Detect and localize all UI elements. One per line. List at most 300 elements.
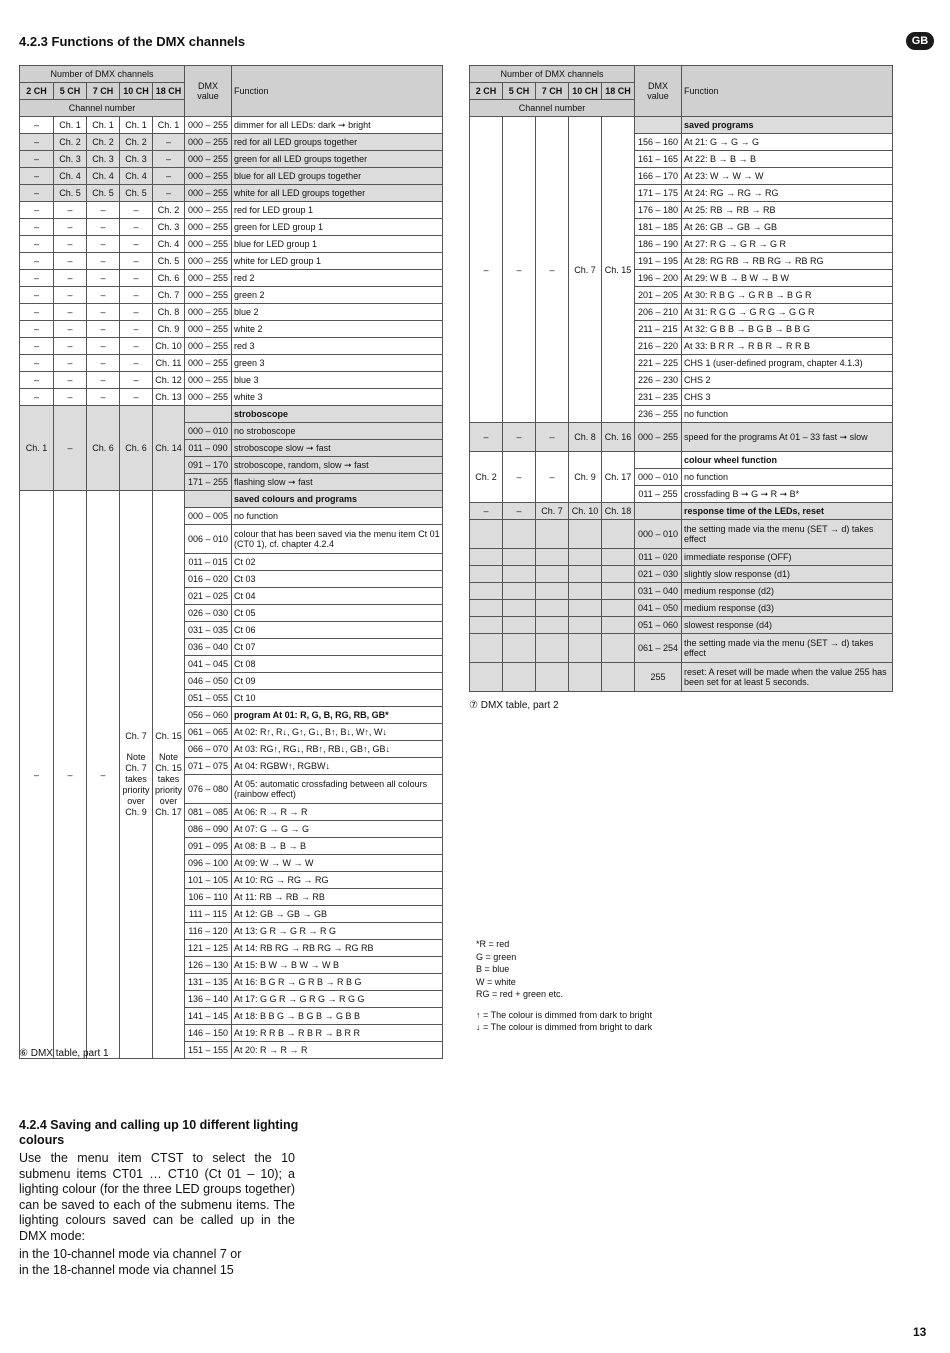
channel-cell: – bbox=[54, 219, 87, 236]
function-cell: At 16: B G R → G R B → R B G bbox=[232, 974, 443, 991]
table-row bbox=[470, 503, 893, 520]
dmx-value-cell: 000 – 255 bbox=[635, 423, 682, 452]
empty-cell bbox=[602, 634, 635, 663]
dmx-value-cell: 000 – 010 bbox=[185, 423, 232, 440]
channel-cell: Ch. 5 bbox=[87, 185, 120, 202]
channel-cell: – bbox=[120, 355, 153, 372]
function-cell: no function bbox=[682, 406, 893, 423]
legend-line: *R = red bbox=[476, 939, 510, 949]
function-cell: At 26: GB → GB → GB bbox=[682, 219, 893, 236]
dmx-value-cell: 141 – 145 bbox=[185, 1008, 232, 1025]
dmx-value-cell: 171 – 255 bbox=[185, 474, 232, 491]
table-row bbox=[20, 185, 443, 202]
channel-cell: – bbox=[20, 117, 54, 134]
dmx-value-cell: 000 – 255 bbox=[185, 287, 232, 304]
function-cell: blue for LED group 1 bbox=[232, 236, 443, 253]
channel-cell: – bbox=[87, 372, 120, 389]
function-cell: program At 01: R, G, B, RG, RB, GB* bbox=[232, 707, 443, 724]
channel-cell: Ch. 10 bbox=[153, 338, 185, 355]
table-row bbox=[20, 270, 443, 287]
channel-cell: Ch. 16 bbox=[602, 423, 635, 452]
block-title: colour wheel function bbox=[682, 452, 893, 469]
dmx-value-cell: 071 – 075 bbox=[185, 758, 232, 775]
section-title: 4.2.3 Functions of the DMX channels bbox=[19, 34, 246, 49]
dmx-table-part-2 bbox=[469, 65, 893, 692]
dmx-value-cell: 000 – 255 bbox=[185, 338, 232, 355]
dmx-value-cell: 006 – 010 bbox=[185, 525, 232, 554]
function-cell: At 31: R G G → G R G → G G R bbox=[682, 304, 893, 321]
channel-label: Ch. 15 bbox=[155, 731, 182, 741]
table-row bbox=[20, 304, 443, 321]
channel-cell: Ch. 12 bbox=[153, 372, 185, 389]
header-channel-mode: 5 CH bbox=[54, 83, 87, 100]
function-cell: blue 2 bbox=[232, 304, 443, 321]
dmx-value-cell: 000 – 010 bbox=[635, 469, 682, 486]
channel-cell: – bbox=[54, 270, 87, 287]
empty-cell bbox=[569, 600, 602, 617]
block-title: response time of the LEDs, reset bbox=[682, 503, 893, 520]
function-cell: Ct 06 bbox=[232, 622, 443, 639]
channel-cell: Ch. 10 bbox=[569, 503, 602, 520]
function-cell: CHS 3 bbox=[682, 389, 893, 406]
channel-cell: Ch. 18 bbox=[602, 503, 635, 520]
dmx-value-cell: 000 – 255 bbox=[185, 202, 232, 219]
function-cell: blue for all LED groups together bbox=[232, 168, 443, 185]
table-cell bbox=[635, 503, 682, 520]
table-row bbox=[20, 134, 443, 151]
dmx-value-cell: 000 – 255 bbox=[185, 389, 232, 406]
channel-cell: – bbox=[153, 185, 185, 202]
channel-cell: – bbox=[20, 151, 54, 168]
function-cell: Ct 05 bbox=[232, 605, 443, 622]
table-row bbox=[470, 520, 893, 549]
dmx-value-cell: 041 – 045 bbox=[185, 656, 232, 673]
channel-cell: – bbox=[470, 423, 503, 452]
function-cell: At 04: RGBW↑, RGBW↓ bbox=[232, 758, 443, 775]
table-cell bbox=[635, 452, 682, 469]
dmx-value-cell: 156 – 160 bbox=[635, 134, 682, 151]
channel-cell: Ch. 4 bbox=[87, 168, 120, 185]
channel-cell: – bbox=[87, 202, 120, 219]
dmx-value-cell: 116 – 120 bbox=[185, 923, 232, 940]
function-cell: At 12: GB → GB → GB bbox=[232, 906, 443, 923]
priority-note: Note Ch. 15 takes priority over Ch. 17 bbox=[155, 752, 183, 817]
function-cell: At 08: B → B → B bbox=[232, 838, 443, 855]
function-cell: At 23: W → W → W bbox=[682, 168, 893, 185]
channel-cell: – bbox=[120, 202, 153, 219]
dmx-value-cell: 191 – 195 bbox=[635, 253, 682, 270]
dmx-value-cell: 101 – 105 bbox=[185, 872, 232, 889]
section-4-2-4-title: 4.2.4 Saving and calling up 10 different lighting colours bbox=[19, 1118, 299, 1147]
empty-cell bbox=[602, 583, 635, 600]
channel-cell: Ch. 3 bbox=[54, 151, 87, 168]
function-cell: At 28: RG RB → RB RG → RB RG bbox=[682, 253, 893, 270]
function-cell: stroboscope slow ➞ fast bbox=[232, 440, 443, 457]
function-cell: At 02: R↑, R↓, G↑, G↓, B↑, B↓, W↑, W↓ bbox=[232, 724, 443, 741]
channel-cell: – bbox=[20, 304, 54, 321]
header-dmx-value: DMX value bbox=[635, 66, 682, 117]
channel-cell: Ch. 4 bbox=[120, 168, 153, 185]
channel-cell: Ch. 3 bbox=[120, 151, 153, 168]
empty-cell bbox=[536, 634, 569, 663]
function-cell: At 24: RG → RG → RG bbox=[682, 185, 893, 202]
table-row bbox=[470, 549, 893, 566]
dmx-value-cell: 096 – 100 bbox=[185, 855, 232, 872]
empty-cell bbox=[470, 520, 503, 549]
dmx-value-cell: 255 bbox=[635, 663, 682, 692]
empty-cell bbox=[602, 617, 635, 634]
empty-cell bbox=[569, 520, 602, 549]
channel-cell: – bbox=[20, 389, 54, 406]
empty-cell bbox=[503, 566, 536, 583]
function-cell: CHS 1 (user-defined program, chapter 4.1.3) bbox=[682, 355, 893, 372]
function-cell: red for LED group 1 bbox=[232, 202, 443, 219]
channel-cell: – bbox=[503, 503, 536, 520]
header-channel-mode: 7 CH bbox=[87, 83, 120, 100]
function-cell: no function bbox=[682, 469, 893, 486]
channel-cell: – bbox=[54, 202, 87, 219]
channel-cell: Ch. 2 bbox=[120, 134, 153, 151]
empty-cell bbox=[536, 549, 569, 566]
dmx-value-cell: 000 – 255 bbox=[185, 270, 232, 287]
table-row bbox=[470, 566, 893, 583]
function-cell: At 33: B R R → R B R → R R B bbox=[682, 338, 893, 355]
channel-cell: Ch. 5 bbox=[54, 185, 87, 202]
channel-cell: – bbox=[120, 304, 153, 321]
table-row bbox=[470, 452, 893, 469]
channel-cell: – bbox=[20, 491, 54, 1059]
channel-cell: – bbox=[120, 389, 153, 406]
channel-cell: – bbox=[20, 372, 54, 389]
channel-cell: – bbox=[20, 287, 54, 304]
function-cell: blue 3 bbox=[232, 372, 443, 389]
function-cell: red for all LED groups together bbox=[232, 134, 443, 151]
empty-cell bbox=[602, 566, 635, 583]
channel-cell: Ch. 2 bbox=[470, 452, 503, 503]
function-cell: the setting made via the menu (SET → d) takes effect bbox=[682, 520, 893, 549]
header-dmx-value: DMX value bbox=[185, 66, 232, 117]
function-cell: At 14: RB RG → RB RG → RG RB bbox=[232, 940, 443, 957]
dmx-value-cell: 081 – 085 bbox=[185, 804, 232, 821]
dmx-value-cell: 000 – 010 bbox=[635, 520, 682, 549]
channel-cell: – bbox=[503, 423, 536, 452]
header-channel-mode: 2 CH bbox=[20, 83, 54, 100]
channel-cell: – bbox=[87, 236, 120, 253]
table-row bbox=[20, 151, 443, 168]
function-cell: slowest response (d4) bbox=[682, 617, 893, 634]
channel-cell: Ch. 5 bbox=[120, 185, 153, 202]
empty-cell bbox=[470, 617, 503, 634]
header-channel-mode: 18 CH bbox=[602, 83, 635, 100]
function-cell: white 3 bbox=[232, 389, 443, 406]
dmx-value-cell: 046 – 050 bbox=[185, 673, 232, 690]
function-cell: colour that has been saved via the menu item Ct 01 (CT0 1), cf. chapter 4.2.4 bbox=[232, 525, 443, 554]
dmx-value-cell: 121 – 125 bbox=[185, 940, 232, 957]
function-cell: At 10: RG → RG → RG bbox=[232, 872, 443, 889]
colour-legend bbox=[476, 938, 652, 1034]
dmx-value-cell: 231 – 235 bbox=[635, 389, 682, 406]
channel-cell: – bbox=[120, 253, 153, 270]
function-cell: At 21: G → G → G bbox=[682, 134, 893, 151]
header-channel-mode: 2 CH bbox=[470, 83, 503, 100]
dmx-value-cell: 000 – 255 bbox=[185, 185, 232, 202]
dmx-value-cell: 036 – 040 bbox=[185, 639, 232, 656]
channel-cell: – bbox=[54, 304, 87, 321]
dmx-value-cell: 026 – 030 bbox=[185, 605, 232, 622]
language-badge: GB bbox=[906, 32, 934, 50]
empty-cell bbox=[569, 583, 602, 600]
dmx-value-cell: 106 – 110 bbox=[185, 889, 232, 906]
channel-cell: – bbox=[153, 134, 185, 151]
table-row bbox=[470, 634, 893, 663]
channel-cell: Ch. 3 bbox=[153, 219, 185, 236]
dmx-value-cell: 146 – 150 bbox=[185, 1025, 232, 1042]
channel-cell: Ch. 1 bbox=[20, 406, 54, 491]
dmx-value-cell: 136 – 140 bbox=[185, 991, 232, 1008]
channel-cell: Ch. 1 bbox=[54, 117, 87, 134]
empty-cell bbox=[536, 583, 569, 600]
header-number-of-channels: Number of DMX channels bbox=[20, 66, 185, 83]
function-cell: Ct 02 bbox=[232, 554, 443, 571]
function-cell: medium response (d2) bbox=[682, 583, 893, 600]
channel-cell: Ch. 9 bbox=[569, 452, 602, 503]
function-cell: At 03: RG↑, RG↓, RB↑, RB↓, GB↑, GB↓ bbox=[232, 741, 443, 758]
empty-cell bbox=[602, 549, 635, 566]
function-cell: dimmer for all LEDs: dark ➞ bright bbox=[232, 117, 443, 134]
channel-cell: – bbox=[20, 185, 54, 202]
channel-cell: – bbox=[54, 389, 87, 406]
empty-cell bbox=[503, 520, 536, 549]
channel-cell: – bbox=[87, 491, 120, 1059]
function-cell: Ct 08 bbox=[232, 656, 443, 673]
dmx-value-cell: 131 – 135 bbox=[185, 974, 232, 991]
dmx-value-cell: 111 – 115 bbox=[185, 906, 232, 923]
function-cell: immediate response (OFF) bbox=[682, 549, 893, 566]
dmx-value-cell: 000 – 005 bbox=[185, 508, 232, 525]
channel-cell: – bbox=[20, 168, 54, 185]
function-cell: At 18: B B G → B G B → G B B bbox=[232, 1008, 443, 1025]
channel-cell: – bbox=[120, 219, 153, 236]
function-cell: At 22: B → B → B bbox=[682, 151, 893, 168]
channel-cell: Ch. 6 bbox=[120, 406, 153, 491]
channel-cell: – bbox=[87, 219, 120, 236]
block-title: saved programs bbox=[682, 117, 893, 134]
channel-cell: – bbox=[20, 338, 54, 355]
table-cell bbox=[185, 491, 232, 508]
channel-cell: Ch. 5 bbox=[153, 253, 185, 270]
channel-note-cell bbox=[120, 491, 153, 1059]
channel-cell: – bbox=[120, 321, 153, 338]
dmx-value-cell: 016 – 020 bbox=[185, 571, 232, 588]
channel-cell: – bbox=[120, 270, 153, 287]
function-cell: reset: A reset will be made when the value 255 has been set for at least 5 seconds. bbox=[682, 663, 893, 692]
dmx-value-cell: 151 – 155 bbox=[185, 1042, 232, 1059]
function-cell: At 09: W → W → W bbox=[232, 855, 443, 872]
empty-cell bbox=[470, 663, 503, 692]
channel-cell: – bbox=[87, 253, 120, 270]
channel-cell: Ch. 6 bbox=[87, 406, 120, 491]
legend-line: RG = red + green etc. bbox=[476, 989, 564, 999]
channel-label: Ch. 7 bbox=[125, 731, 147, 741]
channel-cell: – bbox=[20, 321, 54, 338]
empty-cell bbox=[536, 663, 569, 692]
function-cell: At 05: automatic crossfading between all colours (rainbow effect) bbox=[232, 775, 443, 804]
function-cell: medium response (d3) bbox=[682, 600, 893, 617]
table-row bbox=[20, 117, 443, 134]
dmx-value-cell: 166 – 170 bbox=[635, 168, 682, 185]
dmx-value-cell: 041 – 050 bbox=[635, 600, 682, 617]
table-row bbox=[20, 219, 443, 236]
empty-cell bbox=[503, 634, 536, 663]
channel-cell: Ch. 7 bbox=[569, 117, 602, 423]
channel-cell: – bbox=[54, 321, 87, 338]
dmx-value-cell: 091 – 095 bbox=[185, 838, 232, 855]
function-cell: green for LED group 1 bbox=[232, 219, 443, 236]
channel-cell: Ch. 1 bbox=[153, 117, 185, 134]
dmx-value-cell: 066 – 070 bbox=[185, 741, 232, 758]
function-cell: At 27: R G → G R → G R bbox=[682, 236, 893, 253]
table-row bbox=[470, 617, 893, 634]
table-row bbox=[20, 236, 443, 253]
function-cell: white for LED group 1 bbox=[232, 253, 443, 270]
section-line: in the 10-channel mode via channel 7 or bbox=[19, 1247, 242, 1261]
channel-cell: Ch. 8 bbox=[153, 304, 185, 321]
channel-cell: Ch. 7 bbox=[153, 287, 185, 304]
channel-cell: – bbox=[120, 372, 153, 389]
table-row bbox=[20, 355, 443, 372]
channel-cell: – bbox=[54, 372, 87, 389]
dmx-value-cell: 216 – 220 bbox=[635, 338, 682, 355]
table-cell bbox=[635, 117, 682, 134]
dmx-value-cell: 051 – 060 bbox=[635, 617, 682, 634]
function-cell: At 20: R → R → R bbox=[232, 1042, 443, 1059]
table-2-caption: ⑦ DMX table, part 2 bbox=[469, 700, 559, 711]
channel-cell: Ch. 6 bbox=[153, 270, 185, 287]
header-function: Function bbox=[232, 66, 443, 117]
function-cell: At 29: W B → B W → B W bbox=[682, 270, 893, 287]
dmx-value-cell: 000 – 255 bbox=[185, 151, 232, 168]
channel-cell: – bbox=[536, 452, 569, 503]
channel-cell: Ch. 7 bbox=[536, 503, 569, 520]
function-cell: crossfading B ➞ G ➞ R ➞ B* bbox=[682, 486, 893, 503]
function-cell: green 2 bbox=[232, 287, 443, 304]
table-row bbox=[470, 663, 893, 692]
function-cell: At 13: G R → G R → R G bbox=[232, 923, 443, 940]
channel-cell: Ch. 17 bbox=[602, 452, 635, 503]
dmx-value-cell: 021 – 030 bbox=[635, 566, 682, 583]
function-cell: At 06: R → R → R bbox=[232, 804, 443, 821]
empty-cell bbox=[503, 583, 536, 600]
function-cell: flashing slow ➞ fast bbox=[232, 474, 443, 491]
dmx-value-cell: 000 – 255 bbox=[185, 134, 232, 151]
legend-line: ↑ = The colour is dimmed from dark to bright bbox=[476, 1009, 653, 1020]
dmx-value-cell: 206 – 210 bbox=[635, 304, 682, 321]
header-channel-mode: 7 CH bbox=[536, 83, 569, 100]
function-cell: At 07: G → G → G bbox=[232, 821, 443, 838]
empty-cell bbox=[569, 663, 602, 692]
function-cell: speed for the programs At 01 – 33 fast ➞ slow bbox=[682, 423, 893, 452]
function-cell: no stroboscope bbox=[232, 423, 443, 440]
header-channel-number: Channel number bbox=[20, 100, 185, 117]
channel-cell: – bbox=[54, 406, 87, 491]
dmx-value-cell: 171 – 175 bbox=[635, 185, 682, 202]
channel-cell: – bbox=[54, 338, 87, 355]
dmx-value-cell: 000 – 255 bbox=[185, 168, 232, 185]
table-row bbox=[20, 321, 443, 338]
function-cell: white 2 bbox=[232, 321, 443, 338]
channel-cell: – bbox=[153, 168, 185, 185]
empty-cell bbox=[602, 600, 635, 617]
header-row bbox=[20, 66, 443, 83]
table-row bbox=[20, 253, 443, 270]
empty-cell bbox=[470, 549, 503, 566]
function-cell: At 15: B W → B W → W B bbox=[232, 957, 443, 974]
dmx-value-cell: 061 – 254 bbox=[635, 634, 682, 663]
channel-cell: – bbox=[87, 321, 120, 338]
dmx-value-cell: 196 – 200 bbox=[635, 270, 682, 287]
function-cell: stroboscope, random, slow ➞ fast bbox=[232, 457, 443, 474]
block-title: saved colours and programs bbox=[232, 491, 443, 508]
channel-cell: Ch. 1 bbox=[120, 117, 153, 134]
dmx-value-cell: 236 – 255 bbox=[635, 406, 682, 423]
block-title: stroboscope bbox=[232, 406, 443, 423]
channel-cell: – bbox=[20, 236, 54, 253]
empty-cell bbox=[536, 600, 569, 617]
dmx-value-cell: 000 – 255 bbox=[185, 304, 232, 321]
empty-cell bbox=[470, 600, 503, 617]
dmx-value-cell: 000 – 255 bbox=[185, 321, 232, 338]
dmx-value-cell: 161 – 165 bbox=[635, 151, 682, 168]
channel-cell: Ch. 1 bbox=[87, 117, 120, 134]
channel-cell: – bbox=[87, 304, 120, 321]
channel-cell: – bbox=[87, 389, 120, 406]
channel-cell: – bbox=[503, 452, 536, 503]
dmx-value-cell: 126 – 130 bbox=[185, 957, 232, 974]
channel-cell: Ch. 3 bbox=[87, 151, 120, 168]
table-row bbox=[20, 338, 443, 355]
channel-cell: Ch. 15 bbox=[602, 117, 635, 423]
channel-cell: Ch. 11 bbox=[153, 355, 185, 372]
channel-cell: – bbox=[20, 134, 54, 151]
channel-cell: – bbox=[20, 253, 54, 270]
function-cell: At 30: R B G → G R B → B G R bbox=[682, 287, 893, 304]
channel-note-cell bbox=[153, 491, 185, 1059]
channel-cell: – bbox=[87, 338, 120, 355]
function-cell: At 19: R R B → R B R → B R R bbox=[232, 1025, 443, 1042]
channel-cell: – bbox=[120, 338, 153, 355]
channel-cell: – bbox=[503, 117, 536, 423]
empty-cell bbox=[569, 566, 602, 583]
table-row bbox=[20, 202, 443, 219]
channel-cell: – bbox=[87, 287, 120, 304]
header-channel-mode: 10 CH bbox=[120, 83, 153, 100]
dmx-value-cell: 031 – 035 bbox=[185, 622, 232, 639]
channel-cell: – bbox=[536, 117, 569, 423]
section-body-text: Use the menu item CTST to select the 10 submenu items CT01 … CT10 (Ct 01 – 10); a lighting colour (for the three LED groups together) can be saved to each of the submenu items. The lighting colours saved can be called up in the DMX mode: bbox=[19, 1151, 295, 1243]
priority-note: Note Ch. 7 takes priority over Ch. 9 bbox=[122, 752, 150, 817]
dmx-value-cell: 061 – 065 bbox=[185, 724, 232, 741]
dmx-value-cell: 051 – 055 bbox=[185, 690, 232, 707]
table-row bbox=[20, 491, 443, 508]
empty-cell bbox=[470, 583, 503, 600]
channel-cell: Ch. 4 bbox=[54, 168, 87, 185]
channel-cell: Ch. 2 bbox=[54, 134, 87, 151]
dmx-value-cell: 056 – 060 bbox=[185, 707, 232, 724]
empty-cell bbox=[569, 634, 602, 663]
header-function: Function bbox=[682, 66, 893, 117]
dmx-value-cell: 011 – 090 bbox=[185, 440, 232, 457]
function-cell: the setting made via the menu (SET → d) takes effect bbox=[682, 634, 893, 663]
